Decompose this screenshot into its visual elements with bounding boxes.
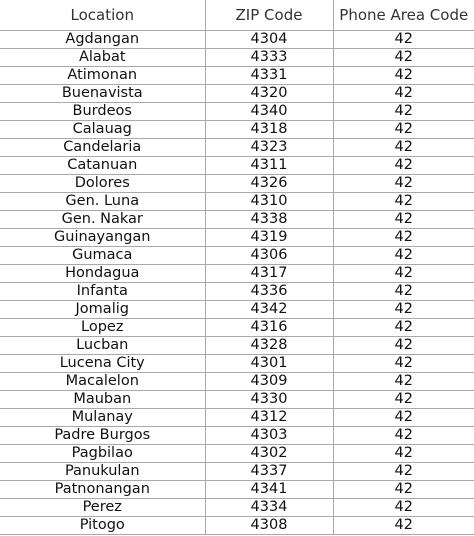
- phone-area-code-cell: 42: [333, 85, 474, 103]
- phone-area-code-cell: 42: [333, 211, 474, 229]
- location-cell: Mauban: [0, 391, 205, 409]
- location-cell: Candelaria: [0, 139, 205, 157]
- zip-code-cell: 4331: [205, 67, 333, 85]
- column-header-location: Location: [0, 0, 205, 31]
- phone-area-code-cell: 42: [333, 517, 474, 535]
- location-cell: Alabat: [0, 49, 205, 67]
- table-row: [0, 337, 474, 355]
- zip-code-cell: 4328: [205, 337, 333, 355]
- table-row: [0, 427, 474, 445]
- phone-area-code-cell: 42: [333, 229, 474, 247]
- phone-area-code-cell: 42: [333, 499, 474, 517]
- phone-area-code-cell: 42: [333, 445, 474, 463]
- location-cell: Hondagua: [0, 265, 205, 283]
- phone-area-code-cell: 42: [333, 265, 474, 283]
- phone-area-code-cell: 42: [333, 283, 474, 301]
- zip-code-cell: 4311: [205, 157, 333, 175]
- table-row: [0, 49, 474, 67]
- phone-area-code-cell: 42: [333, 355, 474, 373]
- table-row: [0, 193, 474, 211]
- phone-area-code-cell: 42: [333, 247, 474, 265]
- table-row: [0, 463, 474, 481]
- table-row: [0, 157, 474, 175]
- location-cell: Burdeos: [0, 103, 205, 121]
- zip-code-cell: 4301: [205, 355, 333, 373]
- location-cell: Lopez: [0, 319, 205, 337]
- table-row: [0, 283, 474, 301]
- phone-area-code-cell: 42: [333, 139, 474, 157]
- zip-code-cell: 4317: [205, 265, 333, 283]
- zip-code-cell: 4330: [205, 391, 333, 409]
- zip-code-cell: 4319: [205, 229, 333, 247]
- location-cell: Gen. Luna: [0, 193, 205, 211]
- zip-code-cell: 4326: [205, 175, 333, 193]
- zip-code-cell: 4309: [205, 373, 333, 391]
- table-row: [0, 103, 474, 121]
- table-row: [0, 67, 474, 85]
- table-row: [0, 409, 474, 427]
- zip-code-cell: 4336: [205, 283, 333, 301]
- location-cell: Atimonan: [0, 67, 205, 85]
- zip-code-cell: 4308: [205, 517, 333, 535]
- table-row: [0, 31, 474, 49]
- table-row: [0, 499, 474, 517]
- phone-area-code-cell: 42: [333, 157, 474, 175]
- phone-area-code-cell: 42: [333, 373, 474, 391]
- location-cell: Perez: [0, 499, 205, 517]
- table-row: [0, 85, 474, 103]
- table-body: [0, 31, 474, 535]
- table-row: [0, 211, 474, 229]
- table-header-row: [0, 0, 474, 31]
- phone-area-code-cell: 42: [333, 427, 474, 445]
- location-cell: Catanuan: [0, 157, 205, 175]
- phone-area-code-cell: 42: [333, 319, 474, 337]
- table-row: [0, 373, 474, 391]
- phone-area-code-cell: 42: [333, 481, 474, 499]
- phone-area-code-cell: 42: [333, 337, 474, 355]
- location-cell: Guinayangan: [0, 229, 205, 247]
- column-header-phone-area-code: Phone Area Code: [333, 0, 474, 31]
- zip-code-cell: 4310: [205, 193, 333, 211]
- zip-code-cell: 4306: [205, 247, 333, 265]
- location-cell: Agdangan: [0, 31, 205, 49]
- zip-code-cell: 4318: [205, 121, 333, 139]
- location-cell: Pitogo: [0, 517, 205, 535]
- location-cell: Lucban: [0, 337, 205, 355]
- zip-code-cell: 4312: [205, 409, 333, 427]
- zip-code-cell: 4337: [205, 463, 333, 481]
- zip-code-cell: 4340: [205, 103, 333, 121]
- location-cell: Macalelon: [0, 373, 205, 391]
- table-row: [0, 391, 474, 409]
- phone-area-code-cell: 42: [333, 409, 474, 427]
- zip-code-cell: 4334: [205, 499, 333, 517]
- phone-area-code-cell: 42: [333, 31, 474, 49]
- phone-area-code-cell: 42: [333, 49, 474, 67]
- location-cell: Buenavista: [0, 85, 205, 103]
- phone-area-code-cell: 42: [333, 193, 474, 211]
- phone-area-code-cell: 42: [333, 121, 474, 139]
- location-cell: Jomalig: [0, 301, 205, 319]
- zip-code-cell: 4323: [205, 139, 333, 157]
- zip-code-cell: 4333: [205, 49, 333, 67]
- location-cell: Gumaca: [0, 247, 205, 265]
- location-cell: Pagbilao: [0, 445, 205, 463]
- location-cell: Lucena City: [0, 355, 205, 373]
- zip-code-cell: 4342: [205, 301, 333, 319]
- phone-area-code-cell: 42: [333, 463, 474, 481]
- zip-code-cell: 4302: [205, 445, 333, 463]
- zip-code-cell: 4303: [205, 427, 333, 445]
- table-row: [0, 265, 474, 283]
- column-header-zip-code: ZIP Code: [205, 0, 333, 31]
- zip-code-cell: 4316: [205, 319, 333, 337]
- table-row: [0, 301, 474, 319]
- phone-area-code-cell: 42: [333, 301, 474, 319]
- table-row: [0, 319, 474, 337]
- location-cell: Calauag: [0, 121, 205, 139]
- location-cell: Panukulan: [0, 463, 205, 481]
- table-row: [0, 517, 474, 535]
- zip-code-cell: 4320: [205, 85, 333, 103]
- table-row: [0, 481, 474, 499]
- zip-code-cell: 4304: [205, 31, 333, 49]
- location-cell: Dolores: [0, 175, 205, 193]
- zip-code-cell: 4338: [205, 211, 333, 229]
- location-cell: Padre Burgos: [0, 427, 205, 445]
- location-cell: Patnonangan: [0, 481, 205, 499]
- location-cell: Gen. Nakar: [0, 211, 205, 229]
- phone-area-code-cell: 42: [333, 391, 474, 409]
- table-row: [0, 229, 474, 247]
- table-row: [0, 139, 474, 157]
- phone-area-code-cell: 42: [333, 67, 474, 85]
- table-row: [0, 121, 474, 139]
- location-cell: Infanta: [0, 283, 205, 301]
- table-row: [0, 175, 474, 193]
- location-cell: Mulanay: [0, 409, 205, 427]
- phone-area-code-cell: 42: [333, 175, 474, 193]
- table-row: [0, 355, 474, 373]
- phone-area-code-cell: 42: [333, 103, 474, 121]
- table-row: [0, 247, 474, 265]
- table-row: [0, 445, 474, 463]
- zip-code-cell: 4341: [205, 481, 333, 499]
